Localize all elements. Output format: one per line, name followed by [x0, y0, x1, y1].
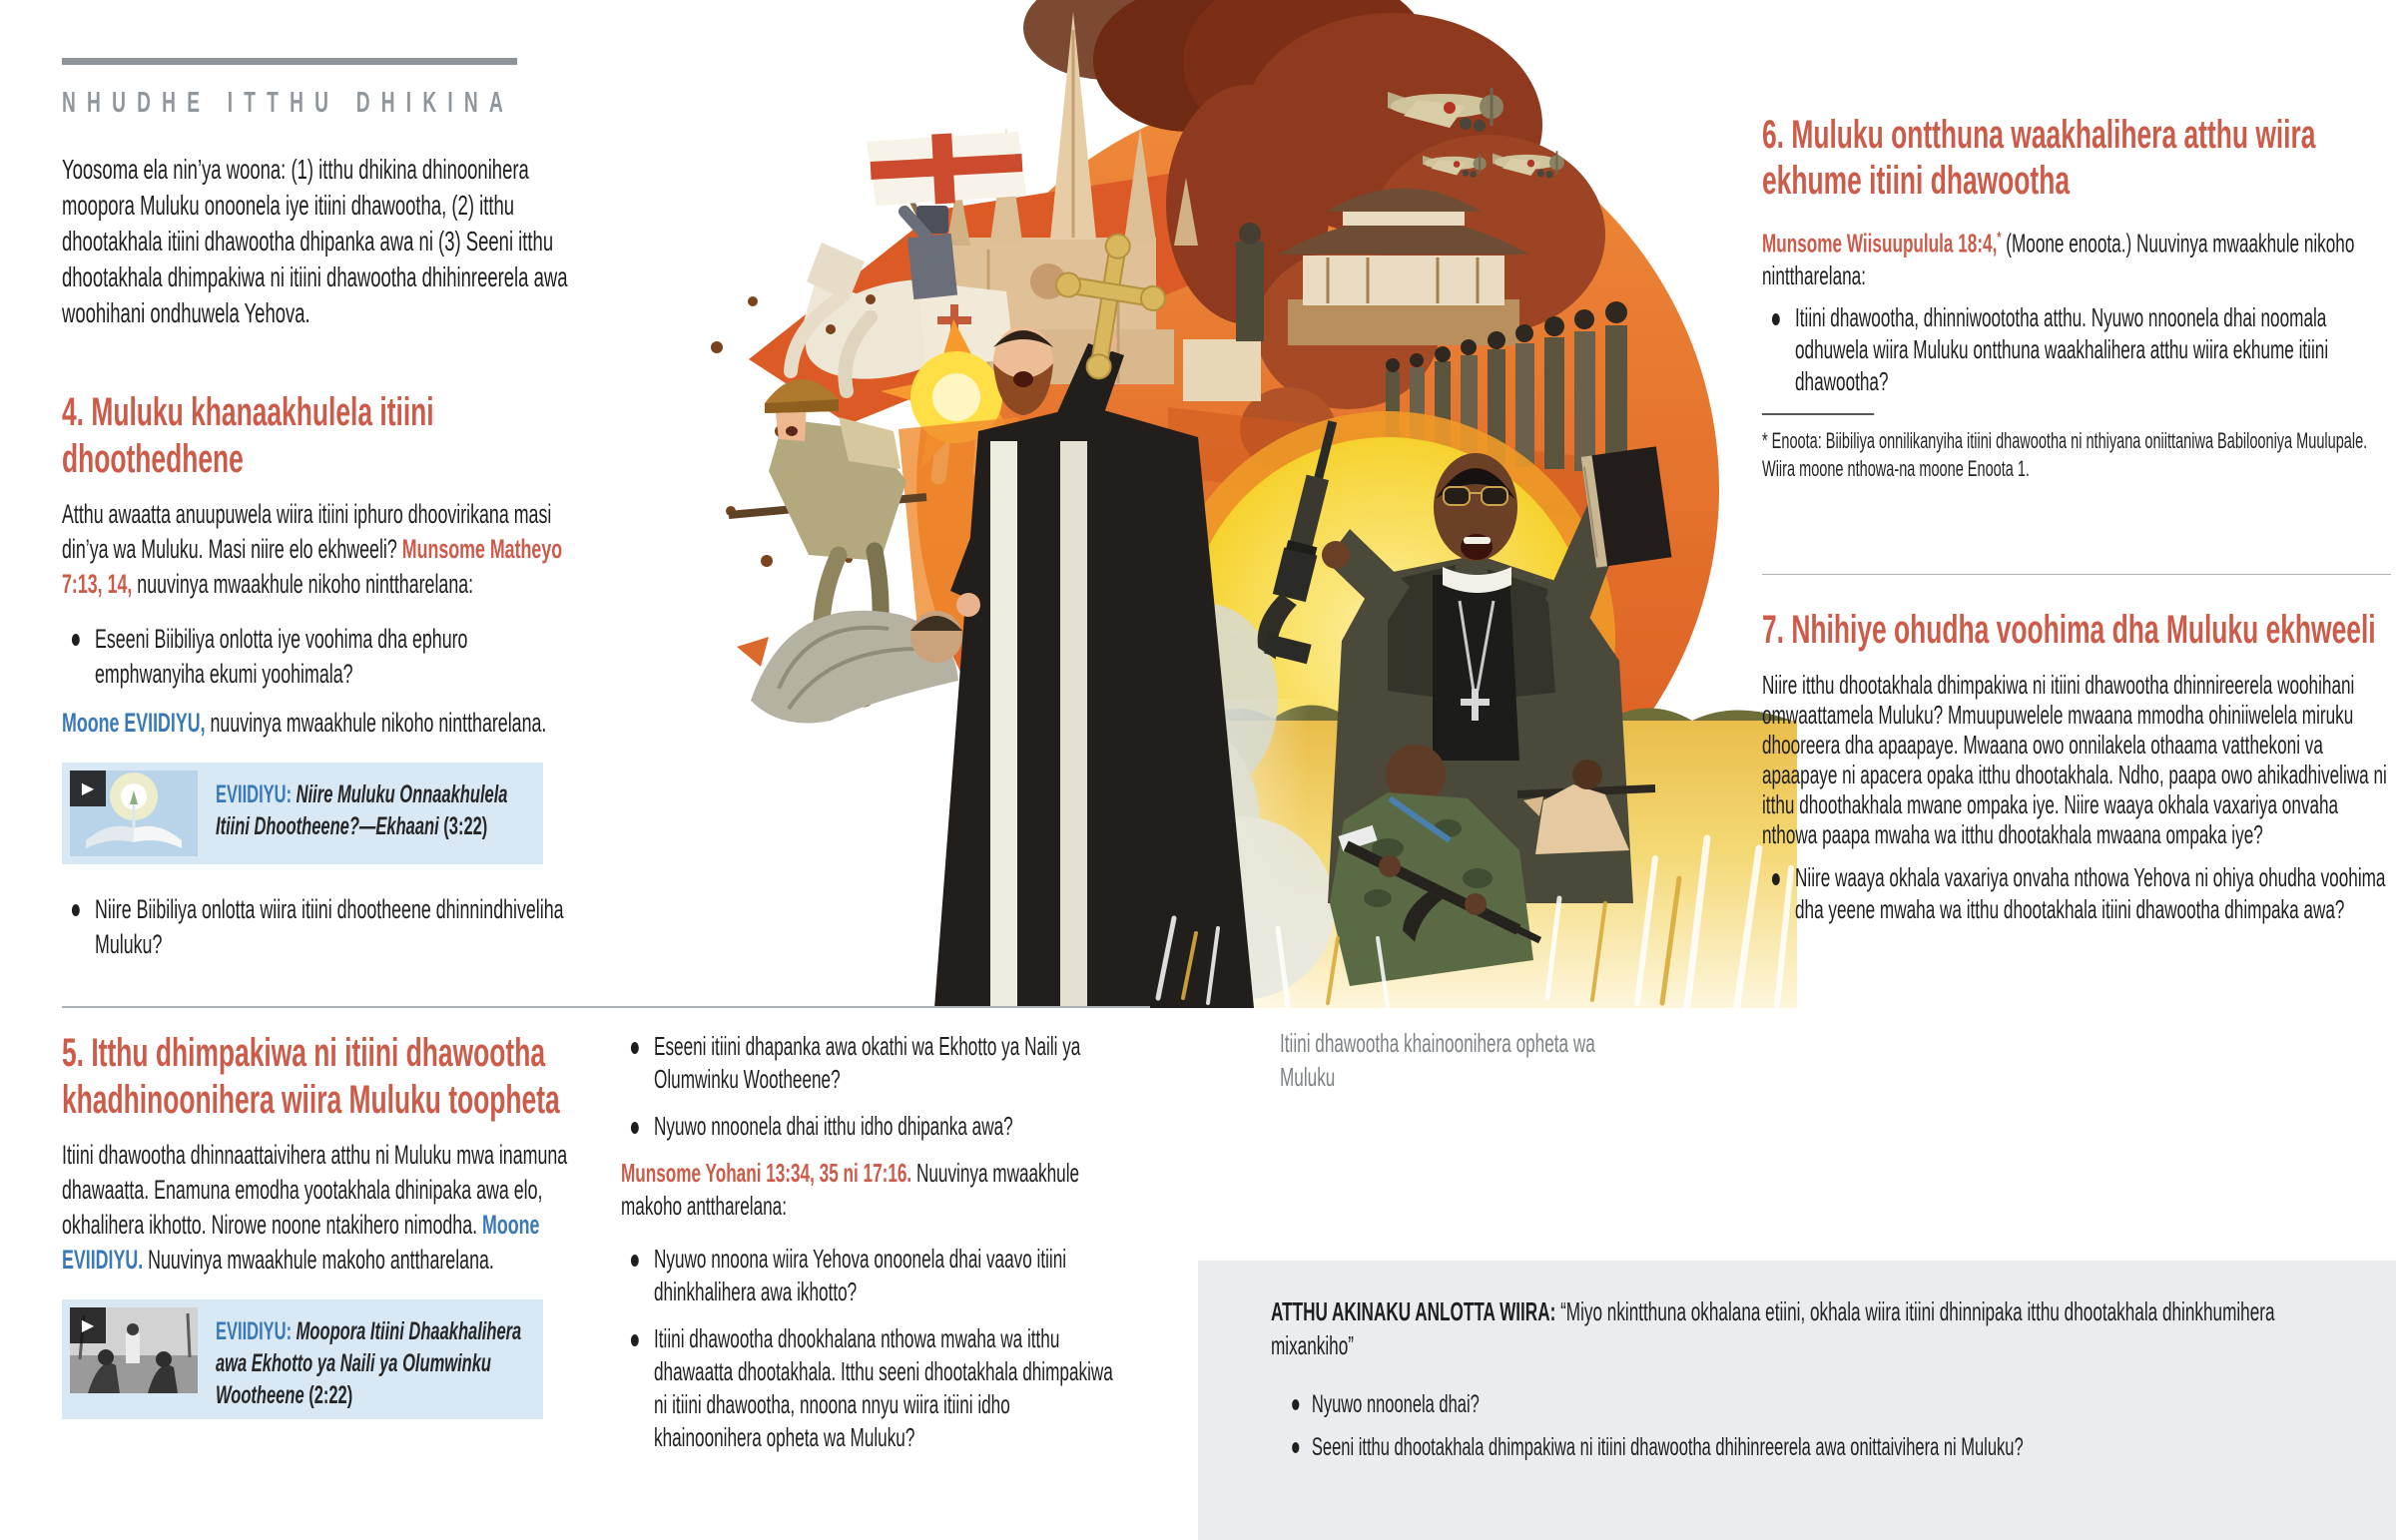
video-link[interactable]: Moone EVIIDIYU,: [62, 708, 206, 738]
section7-body: Niire itthu dhootakhala dhimpakiwa ni itiini dhawootha dhinnireerela woohihani omwaattamela Muluku? Mmuupuwelele mwaana mmodha ohiniiwelela miruku dhooreera dha apaapaye. Mwaana owo onnilakela othaama vatthekoni va apaapaye ni apacera opaka itthu dhootakhala. Ndho, paapa owo ahikadhiveliwa ni itthu dhoothakhala mwane ompaka iye. Niire waaya okhala vaxariya onvaha nthowa paapa mwaha wa itthu dhootakhala mwaana ompaka iye?: [1762, 670, 2387, 849]
section7-heading: 7. Nhihiye ohudha voohima dha Muluku ekhweeli: [1762, 608, 2376, 652]
illustration-caption-block: [1280, 1026, 1619, 1094]
quote-questions: [1271, 1388, 2336, 1464]
question-item: Itiini dhawootha dhookhalana nthowa mwaha wa itthu dhawaatta dhootakhala. Itthu seeni dhootakhala dhimpakiwa ni itiini dhawootha, nnoona nnyu wiira itiini idho khainoonihera opheta wa Muluku?: [621, 1322, 1115, 1454]
question-item: Eseeni Biibiliya onlotta iye voohima dha ephuro emphwanyiha ekumi yoohimala?: [62, 622, 581, 692]
section6-heading: 6. Muluku ontthuna waakhalihera atthu wiira ekhume itiini dhawootha: [1762, 113, 2316, 203]
video-title: Moopora Itiini Dhaakhalihera awa Ekhotto ya Naili ya Olumwinku Wootheene: [216, 1317, 522, 1409]
footnote-text: * Enoota: Biibiliya onnilikanyiha itiini dhawootha ni nthiyana oniittaniwa Babilooniya Muulupale. Wiira moone nthowa-na moone Enoota 1.: [1762, 427, 2368, 481]
middle-questions-bottom: [621, 1243, 1115, 1454]
section4-body-tail: nuuvinya mwaakhule nikoho ninttharelana:: [132, 569, 474, 599]
scripture-link-revelation[interactable]: Munsome Wiisuupulula 18:4,: [1762, 228, 1998, 258]
play-icon[interactable]: ▶: [70, 1307, 106, 1343]
video-label: EVIIDIYU:: [216, 780, 293, 808]
section-divider: [62, 1006, 1150, 1008]
war-religion-collage-illustration: [689, 0, 1797, 1008]
section4-heading: 4. Muluku khanaakhulela itiini dhoothedhene: [62, 390, 434, 481]
scripture-link-john[interactable]: Munsome Yohani 13:34, 35 ni 17:16.: [621, 1158, 912, 1188]
section6-body-tail: (Moone enoota.) Nuuvinya mwaakhule nikoho ninttharelana:: [1762, 228, 2355, 290]
section7-block: [1762, 609, 2396, 937]
quote-title: ATTHU AKINAKU ANLOTTA WIIRA:: [1271, 1296, 1556, 1326]
section5-heading: 5. Itthu dhimpakiwa ni itiini dhawootha khadhinoonihera wiira Muluku toopheta: [62, 1031, 560, 1122]
left-column: [62, 58, 581, 976]
video-link[interactable]: Moone EVIIDIYU.: [62, 1210, 540, 1275]
video-title: Niire Muluku Onnaakhulela Itiini Dhootheene?—Ekhaani: [216, 780, 508, 840]
section4-questions: [62, 622, 581, 692]
section6-block: [1762, 112, 2396, 483]
quote-text: “Miyo nkintthuna okhalana etiini, okhala wiira itiini dhinnipaka itthu dhootakhala dhinkhumihera mixankiho”: [1271, 1296, 2275, 1360]
section4-body-text: Atthu awaatta anuupuwela wiira itiini iphuro dhoovirikana masi din’ya wa Muluku. Masi niire elo ekhweeli?: [62, 499, 552, 564]
middle-scripture-rest: Nuuvinya mwaakhule makoho anttharelana:: [621, 1158, 1080, 1221]
page-kicker: NHUDHE ITTHU DHIKINA: [62, 87, 515, 119]
question-item: Seeni itthu dhootakhala dhimpakiwa ni itiini dhawootha dhihinreerela awa onittaivihera ni Muluku?: [1287, 1431, 2336, 1464]
illustration-caption: Itiini dhawootha khainoonihera opheta wa Muluku: [1280, 1028, 1595, 1092]
section5-block: [62, 1030, 581, 1447]
video1-caption: [216, 778, 538, 842]
video2-caption: [216, 1315, 538, 1411]
scripture-link-matthew[interactable]: Munsome Matheyo 7:13, 14,: [62, 534, 563, 599]
section5-body-text: Itiini dhawootha dhinnaattaivihera atthu ni Muluku mwa inamuna dhawaatta. Enamuna emodha yootakhala dhinipaka awa elo, okhalihera ikhotto. Nirowe noone ntakihero nimodha.: [62, 1140, 568, 1240]
video-label: EVIIDIYU:: [216, 1317, 293, 1345]
question-item: Nyuwo nnoonela dhai?: [1287, 1388, 2336, 1421]
kneeling-soldier: [751, 611, 962, 724]
footnote-marker[interactable]: *: [1997, 229, 2002, 247]
section4-followup: [62, 892, 581, 962]
right-column-divider: [1762, 574, 2391, 575]
video-thumbnail-bible[interactable]: [70, 770, 198, 856]
section7-questions: [1762, 861, 2396, 925]
video-box-1[interactable]: [62, 763, 543, 864]
section5-body: [62, 1138, 581, 1278]
play-icon[interactable]: ▶: [70, 770, 106, 806]
kicker-bar: [62, 58, 517, 65]
middle-scripture-lead: [621, 1157, 1115, 1223]
question-item: Niire Biibiliya onlotta wiira itiini dhootheene dhinnindhiveliha Muluku?: [62, 892, 581, 962]
question-item: Niire waaya okhala vaxariya onvaha nthowa Yehova ni ohiya ohudha voohima dha yeene mwaha wa itthu dhootakhala itiini dhawootha dhimpaka awa?: [1762, 861, 2396, 925]
section6-questions: [1762, 301, 2396, 397]
section6-scripture-lead: [1762, 222, 2396, 291]
middle-column: [621, 1030, 1115, 1468]
question-item: Eseeni itiini dhapanka awa okathi wa Ekhotto ya Naili ya Olumwinku Wootheene?: [621, 1030, 1115, 1096]
video-duration: (3:22): [443, 812, 488, 840]
video-lead-rest: nuuvinya mwaakhule nikoho ninttharelana.: [205, 708, 547, 738]
video-duration: (2:22): [308, 1381, 353, 1409]
section4-body: [62, 497, 581, 602]
footnote-rule: [1762, 413, 1874, 415]
objection-quote-box: [1198, 1261, 2396, 1540]
question-item: Nyuwo nnoona wiira Yehova onoonela dhai vaavo itiini dhinkhalihera awa ikhotto?: [621, 1243, 1115, 1308]
middle-questions-top: [621, 1030, 1115, 1143]
section5-body-tail: Nuuvinya mwaakhule makoho anttharelana.: [143, 1245, 494, 1275]
video-thumbnail-war-priest[interactable]: [70, 1307, 198, 1393]
video-box-2[interactable]: [62, 1299, 543, 1419]
intro-paragraph: Yoosoma ela nin’ya woona: (1) itthu dhikina dhinoonihera moopora Muluku onoonela iye itiini dhawootha, (2) itthu dhootakhala itiini dhawootha dhipanka awa ni (3) Seeni itthu dhootakhala dhimpakiwa ni itiini dhawootha dhihinreerela awa woohihani ondhuwela Yehova.: [62, 154, 568, 328]
question-item: Nyuwo nnoonela dhai itthu idho dhipanka awa?: [621, 1110, 1115, 1143]
section4-video-lead: [62, 706, 581, 741]
quote-lead: [1271, 1294, 2336, 1362]
question-item: Itiini dhawootha, dhinniwoototha atthu. Nyuwo nnoonela dhai noomala odhuwela wiira Muluku ontthuna waakhalihera atthu wiira ekhume itiini dhawootha?: [1762, 301, 2396, 397]
